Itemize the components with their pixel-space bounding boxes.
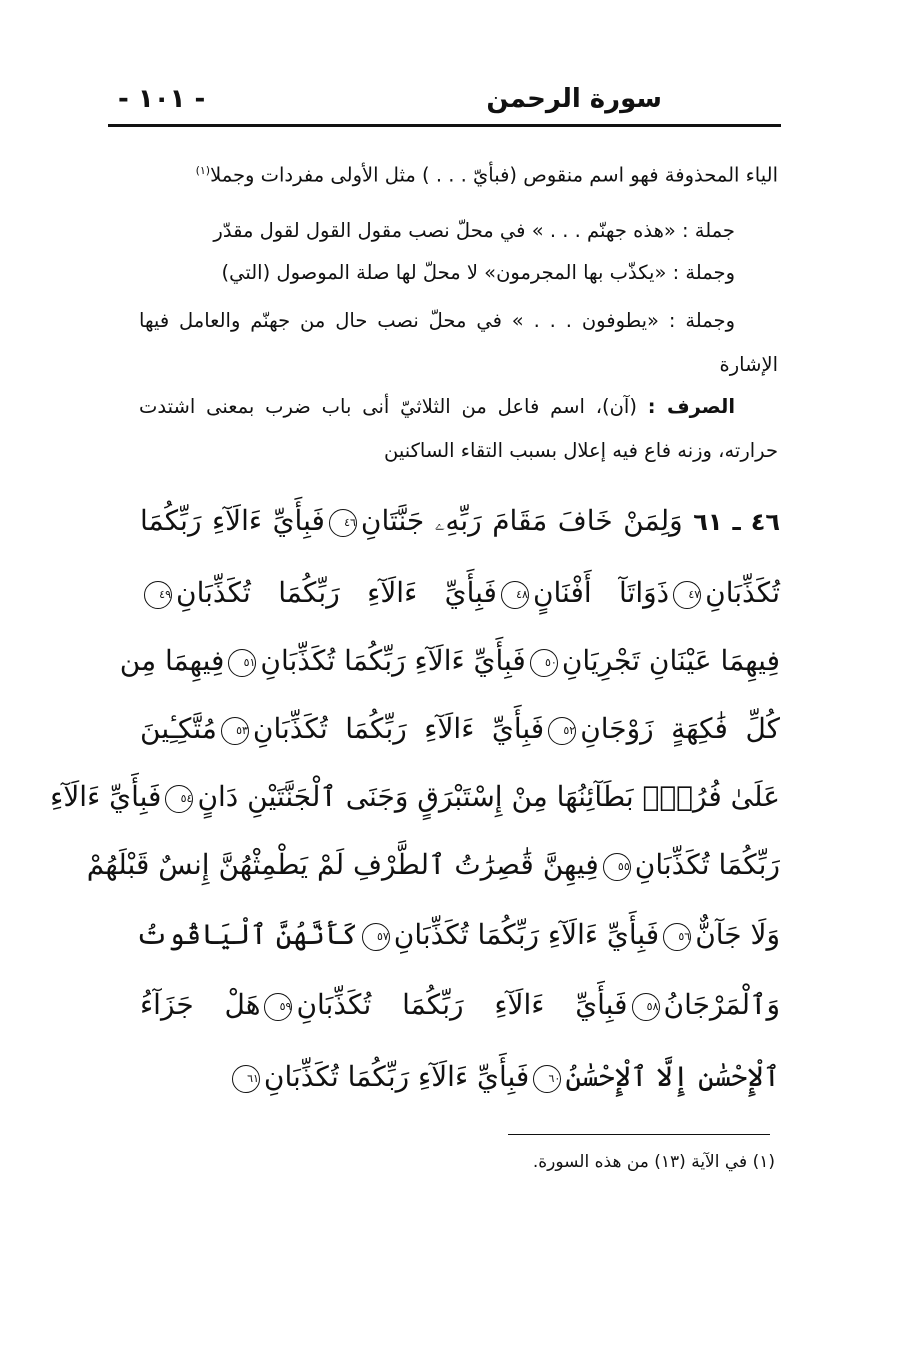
quran-line: عَلَىٰ فُرُشٍۭ بَطَآئِنُهَا مِنْ إِسْتَبْرَقٍ وَجَنَى ٱلْجَنَّتَيْنِ دَانٍ٥٤فَبِأَيِّ ءَالَآءِ: [50, 780, 780, 813]
ayah-marker: ٤٧: [673, 581, 701, 609]
commentary-line: الصرف : (آن)، اسم فاعل من الثلاثيّ أنى باب ضرب بمعنى اشتدت: [139, 395, 736, 418]
ayah-marker: ٦١: [232, 1065, 260, 1093]
quran-line: كُلِّ فَٰكِهَةٍ زَوْجَانِ٥٢فَبِأَيِّ ءَالَآءِ رَبِّكُمَا تُكَذِّبَانِ٥٣مُتَّكِـِٔينَ: [140, 712, 780, 745]
quran-line: تُكَذِّبَانِ٤٧ذَوَاتَآ أَفْنَانٍ٤٨فَبِأَيِّ ءَالَآءِ رَبِّكُمَا تُكَذِّبَانِ٤٩: [140, 566, 780, 620]
footnote-marker: (١): [195, 164, 211, 177]
commentary-line: وجملة : «يطوفون . . . » في محلّ نصب حال من جهنّم والعامل فيها: [139, 309, 735, 332]
surah-title: سورة الرحمن: [486, 84, 662, 114]
ayah-marker: ٤٩: [144, 581, 172, 609]
footnote-divider: [508, 1134, 770, 1135]
commentary-line: حرارته، وزنه فاع فيه إعلال بسبب التقاء الساكنين: [383, 439, 778, 462]
ayah-marker: ٥٢: [548, 717, 576, 745]
header-divider: [108, 124, 781, 127]
commentary-line: الإشارة: [719, 353, 778, 376]
ayah-marker: ٤٨: [501, 581, 529, 609]
ayah-marker: ٥١: [228, 649, 256, 677]
quran-line: ٤٦ ـ ٦١ وَلِمَنْ خَافَ مَقَامَ رَبِّهِۦ جَنَّتَانِ٤٦فَبِأَيِّ ءَالَآءِ رَبِّكُمَا: [140, 504, 780, 537]
quran-line: فِيهِمَا عَيْنَانِ تَجْرِيَانِ٥٠فَبِأَيِّ ءَالَآءِ رَبِّكُمَا تُكَذِّبَانِ٥١فِيهِمَا مِن: [119, 644, 780, 677]
ayah-marker: ٥٥: [603, 853, 631, 881]
verse-range: ٤٦ ـ ٦١: [693, 508, 780, 536]
ayah-marker: ٥٧: [362, 923, 390, 951]
quran-line: وَلَا جَآنٌّ٥٦فَبِأَيِّ ءَالَآءِ رَبِّكُمَا تُكَذِّبَانِ٥٧كَأَنَّهُنَّ ٱلْيَاقُوتُ: [135, 918, 780, 951]
ayah-marker: ٥٠: [530, 649, 558, 677]
quran-line: ٱلْإِحْسَٰنِ إِلَّا ٱلْإِحْسَٰنُ٦٠فَبِأَيِّ ءَالَآءِ رَبِّكُمَا تُكَذِّبَانِ٦١: [140, 1050, 780, 1104]
page-number: - ١٠١ -: [118, 84, 206, 114]
footnote: (١) في الآية (١٣) من هذه السورة.: [532, 1152, 775, 1172]
commentary-line: وجملة : «يكذّب بها المجرمون» لا محلّ لها صلة الموصول (التي): [221, 261, 735, 284]
commentary-line: جملة : «هذه جهنّم . . . » في محلّ نصب مقول القول لقول مقدّر: [213, 219, 735, 242]
sarf-label: الصرف :: [647, 395, 736, 418]
ayah-marker: ٥٤: [165, 785, 193, 813]
ayah-marker: ٤٦: [329, 509, 357, 537]
quran-line: وَٱلْمَرْجَانُ٥٨فَبِأَيِّ ءَالَآءِ رَبِّكُمَا تُكَذِّبَانِ٥٩هَلْ جَزَآءُ: [140, 988, 780, 1021]
ayah-marker: ٦٠: [533, 1065, 561, 1093]
ayah-marker: ٥٣: [221, 717, 249, 745]
ayah-marker: ٥٦: [663, 923, 691, 951]
ayah-marker: ٥٩: [264, 993, 292, 1021]
quran-line: رَبِّكُمَا تُكَذِّبَانِ٥٥فِيهِنَّ قَٰصِرَٰتُ ٱلطَّرْفِ لَمْ يَطْمِثْهُنَّ إِنسٌ قَبْلَهُمْ: [86, 848, 780, 881]
ayah-marker: ٥٨: [632, 993, 660, 1021]
commentary-line: الياء المحذوفة فهو اسم منقوص (فبأيّ . . . ) مثل الأولى مفردات وجملا$^{(١)}$: [195, 163, 778, 187]
